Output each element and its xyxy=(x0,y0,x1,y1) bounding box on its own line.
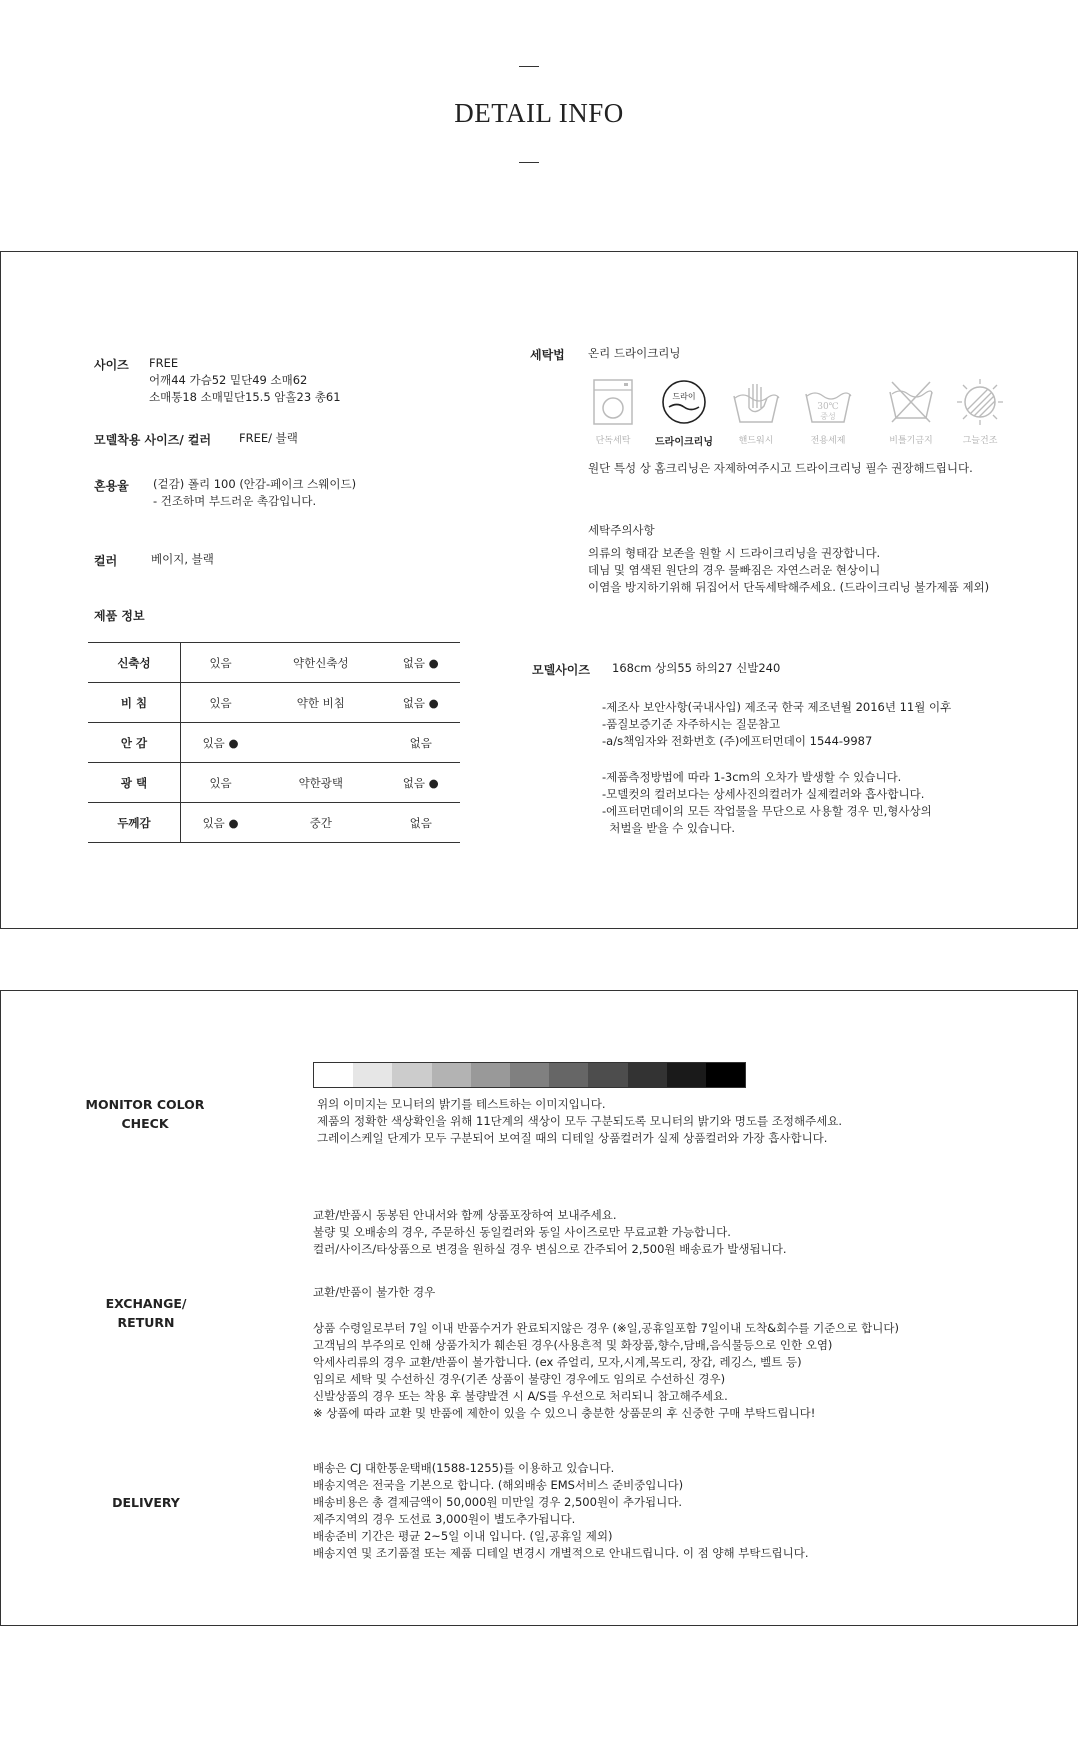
size-value: FREE xyxy=(149,356,179,370)
grayscale-swatch xyxy=(353,1063,392,1087)
care-value: 온리 드라이크리닝 xyxy=(588,346,681,360)
table-row xyxy=(88,643,460,683)
delivery-line: 배송지역은 전국을 기본으로 합니다. (해외배송 EMS서비스 준비중입니다) xyxy=(313,1478,684,1492)
size-line: 소매통18 소매밑단15.5 암홀23 총61 xyxy=(149,390,341,404)
table-cell: 있음 xyxy=(181,683,261,723)
delivery-line: 배송은 CJ 대한통운택배(1588-1255)를 이용하고 있습니다. xyxy=(313,1461,615,1475)
monitor-text xyxy=(317,1096,842,1147)
grayscale-swatch xyxy=(667,1063,706,1087)
size-measurements xyxy=(149,372,341,406)
caution-line: 의류의 형태감 보존을 원할 시 드라이크리닝을 권장합니다. xyxy=(588,546,881,560)
care-icon-label: 핸드워시 xyxy=(738,436,774,446)
monitor-line: 그레이스케일 단계가 모두 구분되어 보여질 때의 디테일 상품컬러가 실제 상품컬러와 가장 흡사합니다. xyxy=(317,1131,828,1145)
table-cell: 없음 xyxy=(381,723,460,763)
blend-label: 혼용율 xyxy=(94,479,129,493)
table-cell: 광 택 xyxy=(88,763,181,803)
table-cell: 있음 xyxy=(181,763,261,803)
blend-text xyxy=(153,476,356,510)
grayscale-swatch xyxy=(314,1063,353,1087)
washing-machine-icon xyxy=(588,378,638,426)
color-label: 컬러 xyxy=(94,554,118,568)
model-size-label: 모델사이즈 xyxy=(532,663,590,677)
title-dash-top xyxy=(519,66,539,67)
table-row xyxy=(88,763,460,803)
grayscale-swatch xyxy=(432,1063,471,1087)
table-cell: 신축성 xyxy=(88,643,181,683)
grayscale-swatch xyxy=(471,1063,510,1087)
maker-line: -a/s책임자와 전화번호 (주)에프터먼데이 1544-9987 xyxy=(602,734,873,748)
exchange-label-line: RETURN xyxy=(117,1315,175,1330)
page-title: DETAIL INFO xyxy=(454,98,624,128)
grayscale-swatch xyxy=(392,1063,431,1087)
grayscale-swatch xyxy=(628,1063,667,1087)
title-dash-bottom xyxy=(519,162,539,163)
exchange-return-label xyxy=(56,1294,236,1332)
detergent-type-text: 중성 xyxy=(820,412,836,421)
notice-info xyxy=(602,769,932,837)
table-cell: 없음 ● xyxy=(381,643,460,683)
monitor-color-label xyxy=(55,1095,235,1133)
model-size-value: 168cm 상의55 하의27 신발240 xyxy=(612,661,781,675)
delivery-line: 제주지역의 경우 도선료 3,000원이 별도추가됩니다. xyxy=(313,1512,576,1526)
maker-line: -품질보증기준 자주하시는 질문참고 xyxy=(602,717,781,731)
table-row xyxy=(88,683,460,723)
monitor-color-label-line: MONITOR COLOR xyxy=(85,1097,205,1112)
grayscale-swatch xyxy=(549,1063,588,1087)
exchange-subtitle: 교환/반품이 불가한 경우 xyxy=(313,1285,436,1299)
model-wear-label: 모델착용 사이즈/ 컬러 xyxy=(94,433,212,447)
product-info-label: 제품 정보 xyxy=(94,609,145,623)
hand-wash-icon xyxy=(731,378,781,426)
dry-clean-icon xyxy=(659,378,709,426)
table-cell: 안 감 xyxy=(88,723,181,763)
table-cell: 없음 ● xyxy=(381,763,460,803)
table-cell: 비 침 xyxy=(88,683,181,723)
exchange-text xyxy=(313,1207,787,1258)
caution-text xyxy=(588,545,989,596)
notice-line: -에프터먼데이의 모든 작업물을 무단으로 사용할 경우 민,형사상의 xyxy=(602,804,932,818)
no-bleach-icon xyxy=(886,378,936,426)
care-note: 원단 특성 상 홈크리닝은 자제하여주시고 드라이크리닝 필수 권장해드립니다. xyxy=(588,461,973,475)
model-wear-value: FREE/ 블랙 xyxy=(239,431,298,445)
size-label: 사이즈 xyxy=(94,358,129,372)
table-cell: 있음 xyxy=(181,643,261,683)
restriction-line: 악세사리류의 경우 교환/반품이 불가합니다. (ex 쥬얼리, 모자,시계,목도리, 장갑, 레깅스, 벨트 등) xyxy=(313,1355,802,1369)
shade-dry-icon xyxy=(955,378,1005,426)
delivery-line: 배송준비 기간은 평균 2~5일 이내 입니다. (일,공휴일 제외) xyxy=(313,1529,613,1543)
restriction-line: ※ 상품에 따라 교환 및 반품에 제한이 있을 수 있으니 충분한 상품문의 후 신중한 구매 부탁드립니다! xyxy=(313,1406,816,1420)
caution-title: 세탁주의사항 xyxy=(588,523,655,537)
caution-line: 데님 및 염색된 원단의 경우 물빠짐은 자연스러운 현상이니 xyxy=(588,563,881,577)
table-cell: 약한신축성 xyxy=(260,643,381,683)
notice-line: 처벌을 받을 수 있습니다. xyxy=(602,821,736,835)
table-cell xyxy=(260,723,381,763)
care-icon-label: 전용세제 xyxy=(810,436,846,446)
delivery-label: DELIVERY xyxy=(112,1495,180,1510)
exchange-line: 컬러/사이즈/타상품으로 변경을 원하실 경우 변심으로 간주되어 2,500원 배송료가 발생됩니다. xyxy=(313,1242,787,1256)
size-line: 어깨44 가슴52 밑단49 소매62 xyxy=(149,373,308,387)
table-cell: 없음 ● xyxy=(381,683,460,723)
exchange-line: 불량 및 오배송의 경우, 주문하신 동일컬러와 동일 사이즈로만 무료교환 가능합니다. xyxy=(313,1225,731,1239)
table-cell: 있음 ● xyxy=(181,723,261,763)
restriction-line: 상품 수령일로부터 7일 이내 반품수거가 완료되지않은 경우 (※일,공휴일포함 7일이내 도착&회수를 기준으로 합니다) xyxy=(313,1321,899,1335)
table-cell: 없음 xyxy=(381,803,460,843)
care-icon-label: 드라이크리닝 xyxy=(655,437,713,448)
monitor-color-label-line: CHECK xyxy=(121,1116,169,1131)
detergent-temp-text: 30℃ xyxy=(817,402,839,412)
restriction-line: 신발상품의 경우 또는 착용 후 불량발견 시 A/S를 우선으로 처리되니 참고해주세요. xyxy=(313,1389,728,1403)
maker-info xyxy=(602,699,951,750)
maker-line: -제조사 보안사항(국내사입) 제조국 한국 제조년월 2016년 11월 이후 xyxy=(602,700,952,714)
table-cell: 중간 xyxy=(260,803,381,843)
table-cell: 약한광택 xyxy=(260,763,381,803)
grayscale-swatch xyxy=(706,1063,745,1087)
notice-line: -모델컷의 컬러보다는 상세사진의컬러가 실제컬러와 흡사합니다. xyxy=(602,787,925,801)
product-info-table xyxy=(88,642,460,843)
caution-line: 이염을 방지하기위해 뒤집어서 단독세탁해주세요. (드라이크리닝 불가제품 제외) xyxy=(588,580,990,594)
blend-line: (겉감) 폴리 100 (안감-페이크 스웨이드) xyxy=(153,477,357,491)
exchange-restrictions xyxy=(313,1320,899,1422)
delivery-line: 배송지연 및 조기품절 또는 제품 디테일 변경시 개별적으로 안내드립니다. 이 점 양해 부탁드립니다. xyxy=(313,1546,809,1560)
care-icon-label: 단독세탁 xyxy=(595,436,631,446)
delivery-text xyxy=(313,1460,809,1562)
monitor-line: 위의 이미지는 모니터의 밝기를 테스트하는 이미지입니다. xyxy=(317,1097,606,1111)
neutral-detergent-icon xyxy=(803,378,853,426)
monitor-line: 제품의 정확한 색상확인을 위해 11단계의 색상이 모두 구분되도록 모니터의 밝기와 명도를 조정해주세요. xyxy=(317,1114,843,1128)
notice-line: -제품측정방법에 따라 1-3cm의 오차가 발생할 수 있습니다. xyxy=(602,770,902,784)
exchange-line: 교환/반품시 동봉된 안내서와 함께 상품포장하여 보내주세요. xyxy=(313,1208,617,1222)
grayscale-swatch xyxy=(510,1063,549,1087)
table-cell: 두께감 xyxy=(88,803,181,843)
table-cell: 있음 ● xyxy=(181,803,261,843)
blend-line: - 건조하며 부드러운 촉감입니다. xyxy=(153,494,317,508)
table-row xyxy=(88,803,460,843)
care-label: 세탁법 xyxy=(530,348,565,362)
grayscale-bar xyxy=(313,1062,746,1088)
table-cell: 약한 비침 xyxy=(260,683,381,723)
restriction-line: 임의로 세탁 및 수선하신 경우(기존 상품이 불량인 경우에도 임의로 수선하신 경우) xyxy=(313,1372,726,1386)
care-icon-label: 비틀기금지 xyxy=(889,436,933,446)
restriction-line: 고객님의 부주의로 인해 상품가치가 훼손된 경우(사용흔적 및 화장품,향수,담배,음식물등으로 인한 오염) xyxy=(313,1338,833,1352)
grayscale-swatch xyxy=(588,1063,627,1087)
exchange-label-line: EXCHANGE/ xyxy=(105,1296,187,1311)
delivery-line: 배송비용은 총 결제금액이 50,000원 미만일 경우 2,500원이 추가됩니다. xyxy=(313,1495,683,1509)
care-icon-label: 그늘건조 xyxy=(962,436,998,446)
dry-clean-icon-text: 드라이 xyxy=(672,392,696,401)
color-value: 베이지, 블랙 xyxy=(151,552,214,566)
table-row xyxy=(88,723,460,763)
